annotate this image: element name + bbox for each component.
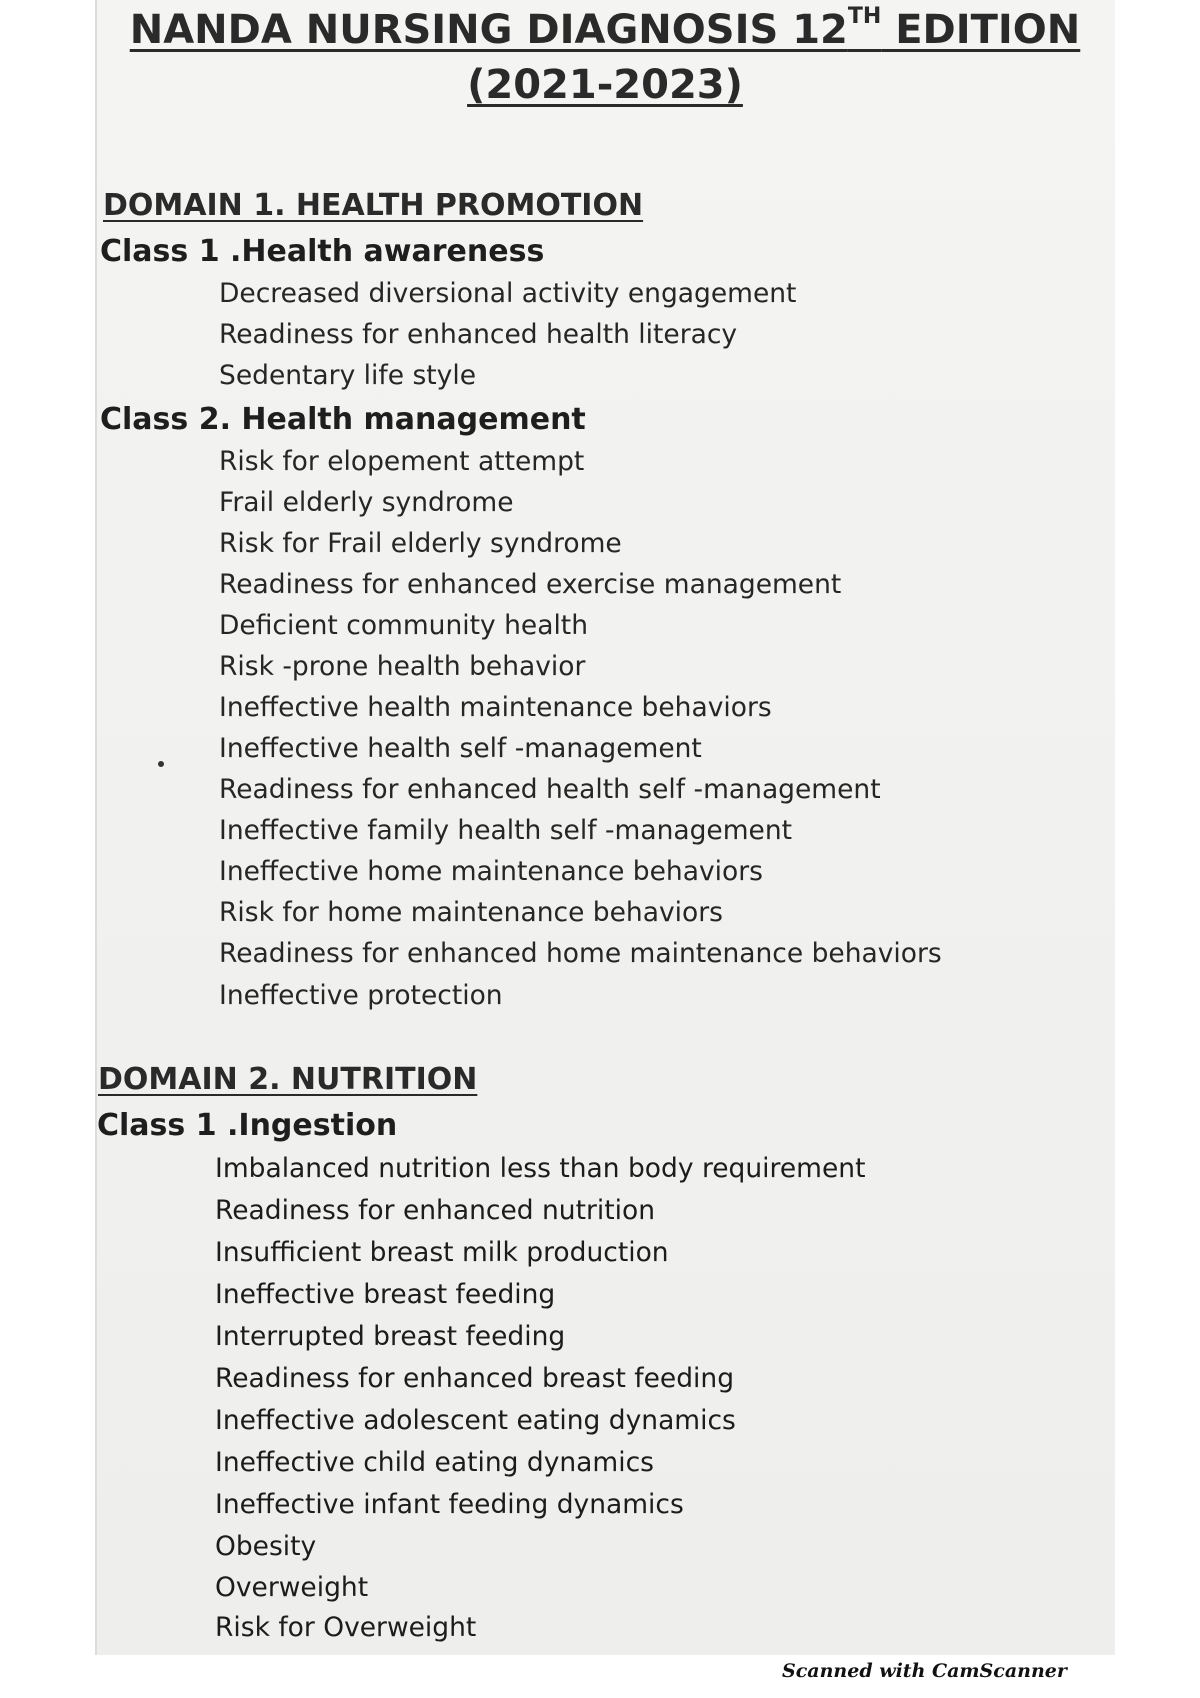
diagnosis-item: Ineffective health self -management [219,733,702,764]
diagnosis-item: Readiness for enhanced health literacy [219,319,738,350]
diagnosis-item: Risk for Overweight [215,1612,477,1643]
document-title [95,4,1115,53]
diagnosis-item: Deficient community health [219,610,588,641]
diagnosis-item: Insufficient breast milk production [215,1237,669,1268]
diagnosis-item: Ineffective health maintenance behaviors [219,692,772,723]
diagnosis-item: Ineffective child eating dynamics [215,1447,654,1478]
diagnosis-item: Sedentary life style [219,360,477,391]
diagnosis-item: Imbalanced nutrition less than body requirement [215,1153,866,1184]
diagnosis-item: Ineffective home maintenance behaviors [219,856,763,887]
class-heading: Class 1 .Health awareness [100,234,545,269]
diagnosis-item: Risk -prone health behavior [219,651,586,682]
document-subtitle: (2021-2023) [467,62,743,108]
diagnosis-item: Readiness for enhanced breast feeding [215,1363,735,1394]
class-heading: Class 2. Health management [100,402,586,437]
diagnosis-item: Risk for Frail elderly syndrome [219,528,622,559]
diagnosis-item: Readiness for enhanced exercise management [219,569,842,600]
diagnosis-item: Ineffective infant feeding dynamics [215,1489,684,1520]
diagnosis-item: Ineffective family health self -management [219,815,793,846]
diagnosis-item: Readiness for enhanced home maintenance behaviors [219,938,942,969]
diagnosis-item: Ineffective adolescent eating dynamics [215,1405,736,1436]
diagnosis-item: Ineffective protection [219,980,503,1011]
diagnosis-item: Risk for elopement attempt [219,446,585,477]
domain-heading: DOMAIN 2. NUTRITION [98,1062,478,1097]
domain-heading: DOMAIN 1. HEALTH PROMOTION [103,188,644,223]
diagnosis-item: Readiness for enhanced nutrition [215,1195,655,1226]
scanner-watermark: Scanned with CamScanner [782,1660,1067,1682]
title-superscript: TH [847,4,882,29]
title-end: EDITION [881,7,1081,53]
page-edge [95,0,97,1655]
scan-speck [158,761,164,767]
diagnosis-item: Overweight [215,1572,369,1603]
class-heading: Class 1 .Ingestion [97,1108,398,1143]
diagnosis-item: Obesity [215,1531,317,1562]
diagnosis-item: Risk for home maintenance behaviors [219,897,723,928]
title-main: NANDA NURSING DIAGNOSIS 12 [129,7,848,53]
diagnosis-item: Ineffective breast feeding [215,1279,556,1310]
diagnosis-item: Frail elderly syndrome [219,487,514,518]
diagnosis-item: Interrupted breast feeding [215,1321,566,1352]
diagnosis-item: Decreased diversional activity engagement [219,278,797,309]
diagnosis-item: Readiness for enhanced health self -management [219,774,881,805]
